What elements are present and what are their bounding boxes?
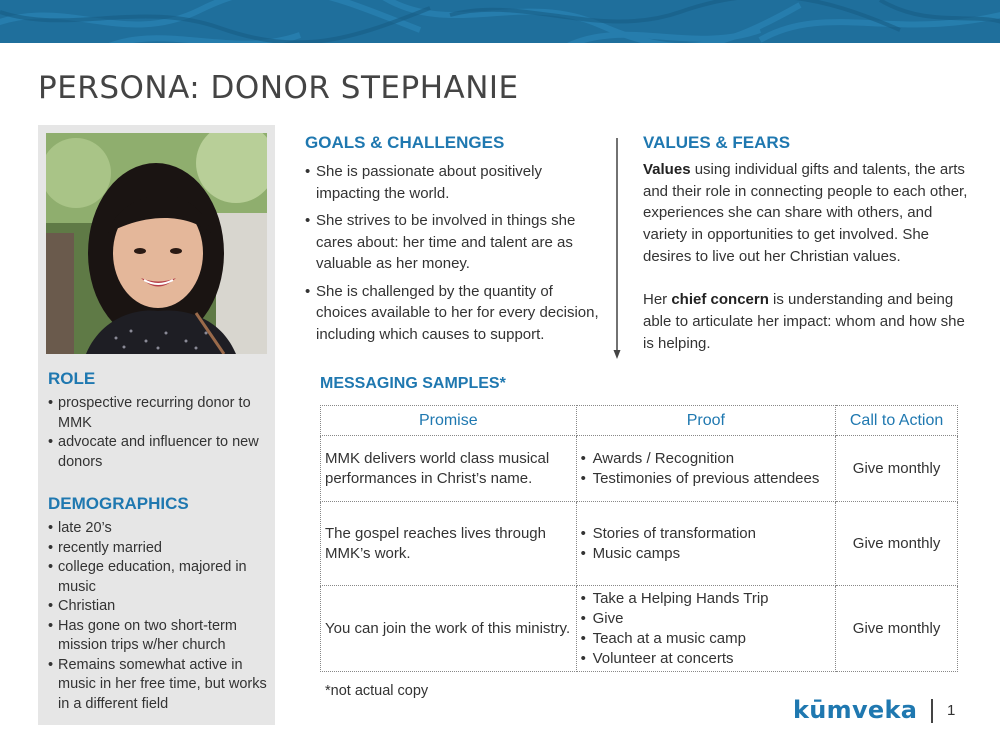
role-item: • prospective recurring donor to MMK bbox=[48, 395, 251, 431]
bullet-icon: • bbox=[580, 589, 586, 607]
proof-cell bbox=[576, 586, 836, 672]
cta-cell: Give monthly bbox=[836, 502, 958, 586]
bullet-icon: • bbox=[48, 559, 54, 575]
bullet-icon: • bbox=[48, 434, 54, 450]
proof-item: • Stories of transformation bbox=[580, 524, 756, 542]
persona-photo bbox=[46, 133, 267, 354]
demographics-heading: DEMOGRAPHICS bbox=[48, 494, 189, 513]
demographics-item: • recently married bbox=[48, 539, 270, 559]
page-number: 1 bbox=[947, 702, 956, 719]
table-header-row bbox=[321, 406, 958, 436]
page-title: PERSONA: DONOR STEPHANIE bbox=[38, 70, 519, 106]
bullet-icon: • bbox=[580, 544, 586, 562]
column-header-proof: Proof bbox=[576, 406, 836, 436]
proof-item: • Testimonies of previous attendees bbox=[580, 469, 820, 487]
bullet-icon: • bbox=[580, 649, 586, 667]
banner-pattern bbox=[0, 0, 1000, 43]
goals-list bbox=[305, 161, 605, 351]
bullet-icon: • bbox=[48, 520, 54, 536]
values-heading: VALUES & FEARS bbox=[643, 133, 791, 152]
persona-photo-illustration bbox=[46, 133, 267, 354]
demographics-item: • college education, majored in music bbox=[48, 559, 247, 595]
proof-cell bbox=[576, 436, 836, 502]
proof-cell bbox=[576, 502, 836, 586]
table-row bbox=[321, 436, 958, 502]
demographics-list bbox=[48, 519, 270, 714]
promise-cell: The gospel reaches lives through MMK’s work. bbox=[321, 502, 577, 586]
proof-item: • Volunteer at concerts bbox=[580, 649, 734, 667]
footnote: *not actual copy bbox=[325, 683, 429, 699]
bullet-icon: • bbox=[580, 629, 586, 647]
column-header-call-to-action: Call to Action bbox=[836, 406, 958, 436]
bullet-icon: • bbox=[48, 598, 54, 614]
demographics-item: • late 20’s bbox=[48, 519, 270, 539]
proof-item: • Take a Helping Hands Trip bbox=[580, 589, 769, 607]
table-row bbox=[321, 586, 958, 672]
bullet-icon: • bbox=[305, 212, 311, 229]
demographics-item: • Remains somewhat active in music in her free time, but works in a different field bbox=[48, 656, 267, 712]
kumveka-logo: kūmveka bbox=[793, 696, 918, 724]
promise-cell: MMK delivers world class musical performances in Christ’s name. bbox=[321, 436, 577, 502]
demographics-item: • Christian bbox=[48, 597, 270, 617]
proof-item: • Teach at a music camp bbox=[580, 629, 746, 647]
bullet-icon: • bbox=[305, 163, 311, 180]
values-body bbox=[643, 159, 973, 354]
promise-cell: You can join the work of this ministry. bbox=[321, 586, 577, 672]
messaging-table bbox=[320, 405, 958, 672]
column-header-promise: Promise bbox=[321, 406, 577, 436]
top-banner bbox=[0, 0, 1000, 43]
down-arrow-line-icon bbox=[612, 138, 622, 360]
bullet-icon: • bbox=[580, 469, 586, 487]
bullet-icon: • bbox=[305, 282, 311, 300]
bullet-icon: • bbox=[48, 539, 54, 556]
persona-sidebar bbox=[38, 125, 275, 725]
demographics-item: • Has gone on two short-term mission trips w/her church bbox=[48, 617, 237, 653]
goals-item: • She is challenged by the quantity of choices available to her for every decision, including which causes to support. bbox=[305, 282, 599, 343]
role-list bbox=[48, 394, 270, 472]
goals-item: • She is passionate about positively impacting the world. bbox=[305, 163, 542, 202]
messaging-heading: MESSAGING SAMPLES* bbox=[320, 375, 506, 392]
proof-item: • Awards / Recognition bbox=[580, 449, 735, 467]
bullet-icon: • bbox=[48, 617, 54, 634]
role-heading: ROLE bbox=[48, 369, 96, 388]
goals-item: • She strives to be involved in things she cares about: her time and talent are as valuable as her money. bbox=[305, 212, 576, 272]
concern-paragraph: Her chief concern is understanding and being able to articulate her impact: whom and how she is helping. bbox=[643, 291, 965, 352]
role-item: • advocate and influencer to new donors bbox=[48, 434, 259, 470]
cta-cell: Give monthly bbox=[836, 586, 958, 672]
bullet-icon: • bbox=[48, 395, 54, 411]
cta-cell: Give monthly bbox=[836, 436, 958, 502]
values-paragraph: Values using individual gifts and talents, the arts and their role in connecting people to each other, experiences she can share with others, and variety in opportunities to get involved. She desires to live out her Christian values. bbox=[643, 161, 968, 265]
footer-divider bbox=[931, 699, 933, 723]
bullet-icon: • bbox=[580, 524, 586, 542]
bullet-icon: • bbox=[48, 656, 54, 673]
goals-heading: GOALS & CHALLENGES bbox=[305, 133, 505, 152]
bullet-icon: • bbox=[580, 449, 586, 467]
bullet-icon: • bbox=[580, 609, 586, 627]
table-row bbox=[321, 502, 958, 586]
proof-item: • Music camps bbox=[580, 544, 681, 562]
proof-item: • Give bbox=[580, 609, 624, 627]
